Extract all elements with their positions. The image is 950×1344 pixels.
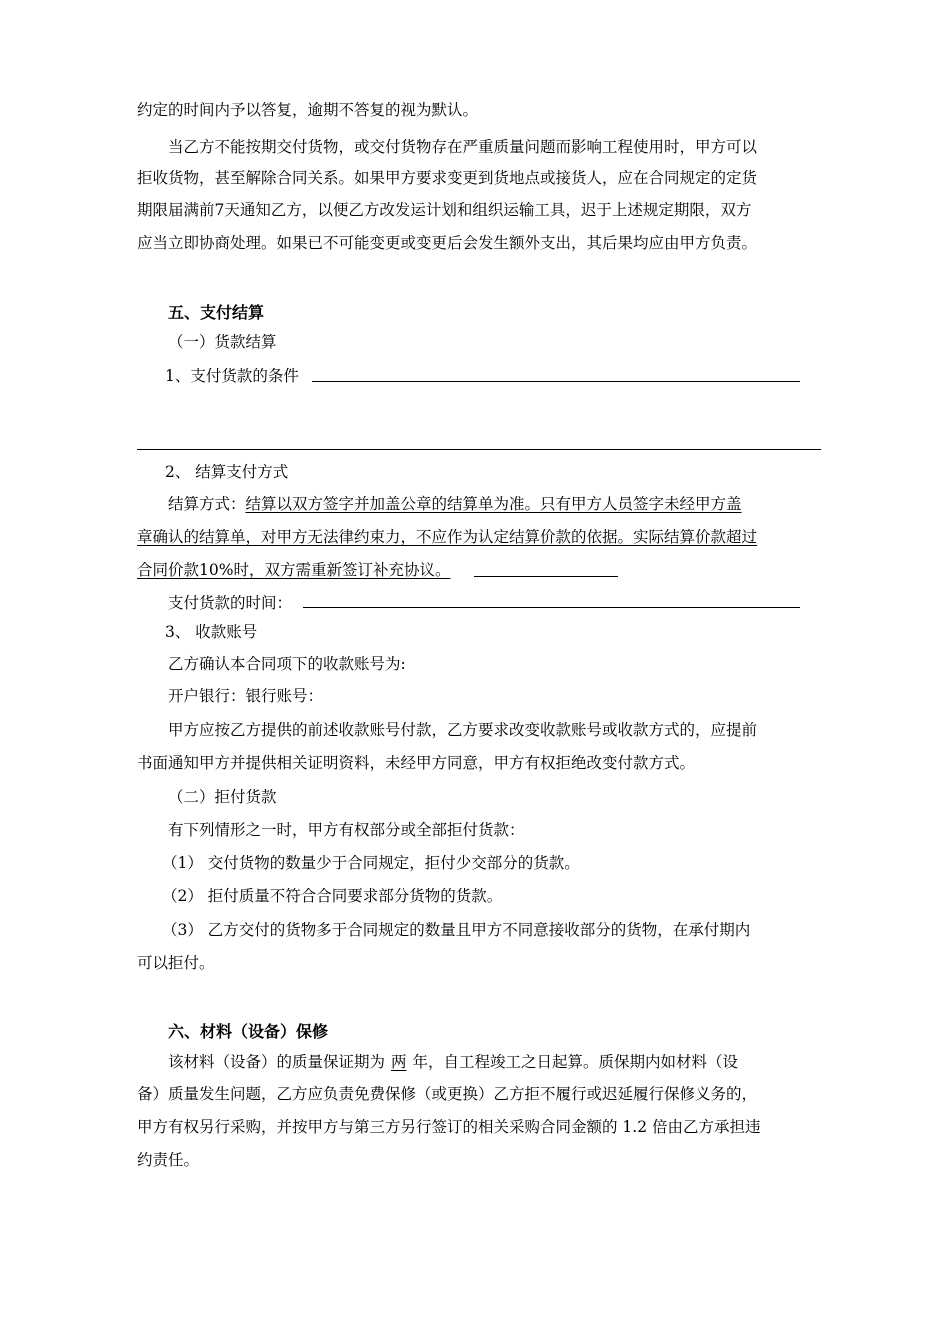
payment-rule-line-1: 甲方应按乙方提供的前述收款账号付款，乙方要求改变收款账号或收款方式的，应提前	[168, 721, 758, 739]
warranty-line-1	[168, 1052, 738, 1072]
settlement-method-text: 结算以双方签字并加盖公章的结算单为准。只有甲方人员签字未经甲方盖	[245, 495, 742, 513]
intro-line-1: 约定的时间内予以答复，逾期不答复的视为默认。	[137, 101, 479, 119]
intro-line-2: 当乙方不能按期交付货物，或交付货物存在严重质量问题而影响工程使用时，甲方可以	[168, 138, 758, 156]
intro-line-3: 拒收货物，甚至解除合同关系。如果甲方要求变更到货地点或接货人，应在合同规定的定货	[137, 169, 758, 187]
payment-time-blank	[303, 607, 800, 608]
subsection-goods-settlement: （一）货款结算	[168, 333, 277, 351]
warranty-line-3: 甲方有权另行采购，并按甲方与第三方另行签订的相关采购合同金额的 1.2 倍由乙方承担违	[137, 1118, 761, 1136]
warranty-line-4: 约责任。	[137, 1151, 200, 1169]
warranty-years: 两	[391, 1053, 407, 1071]
section-6-heading: 六、材料（设备）保修	[168, 1022, 329, 1041]
bank-account: 开户银行：银行账号：	[168, 687, 324, 705]
subsection-refuse-payment: （二）拒付货款	[168, 788, 277, 806]
settlement-method-line-2: 章确认的结算单，对甲方无法律约束力，不应作为认定结算价款的依据。实际结算价款超过	[137, 528, 758, 546]
refuse-item-3-line-2: 可以拒付。	[137, 954, 215, 972]
payment-rule-line-2: 书面通知甲方并提供相关证明资料，未经甲方同意，甲方有权拒绝改变付款方式。	[137, 754, 696, 772]
settlement-method-label: 结算方式：	[168, 495, 246, 513]
intro-line-5: 应当立即协商处理。如果已不可能变更或变更后会发生额外支出，其后果均应由甲方负责。	[137, 234, 758, 252]
refuse-item-1: （1） 交付货物的数量少于合同规定，拒付少交部分的货款。	[162, 854, 580, 872]
settlement-method-blank	[474, 576, 618, 577]
payment-conditions-blank	[312, 381, 800, 382]
intro-line-4: 期限届满前7天通知乙方，以便乙方改发运计划和组织运输工具，迟于上述规定期限，双方	[137, 201, 752, 219]
account-item: 3、 收款账号	[165, 623, 258, 641]
warranty-period-suffix: 年，自工程竣工之日起算。质保期内如材料（设	[412, 1053, 739, 1071]
payment-conditions-label: 1、支付货款的条件	[165, 367, 299, 385]
settlement-method-line-1	[168, 494, 742, 514]
settlement-method-line-3: 合同价款10%时，双方需重新签订补充协议。	[137, 561, 451, 579]
refuse-intro: 有下列情形之一时，甲方有权部分或全部拒付货款：	[168, 821, 525, 839]
warranty-line-2: 备）质量发生问题，乙方应负责免费保修（或更换）乙方拒不履行或迟延履行保修义务的，	[137, 1085, 758, 1103]
settlement-method-item: 2、 结算支付方式	[165, 463, 289, 481]
section-5-heading: 五、支付结算	[168, 303, 265, 322]
refuse-item-2: （2） 拒付质量不符合合同要求部分货物的货款。	[162, 887, 503, 905]
refuse-item-3-line-1: （3） 乙方交付的货物多于合同规定的数量且甲方不同意接收部分的货物，在承付期内	[162, 921, 751, 939]
warranty-period-prefix: 该材料（设备）的质量保证期为	[168, 1053, 386, 1071]
horizontal-rule	[137, 449, 821, 450]
payment-time-label: 支付货款的时间：	[168, 594, 293, 612]
account-confirm: 乙方确认本合同项下的收款账号为:	[168, 655, 406, 673]
